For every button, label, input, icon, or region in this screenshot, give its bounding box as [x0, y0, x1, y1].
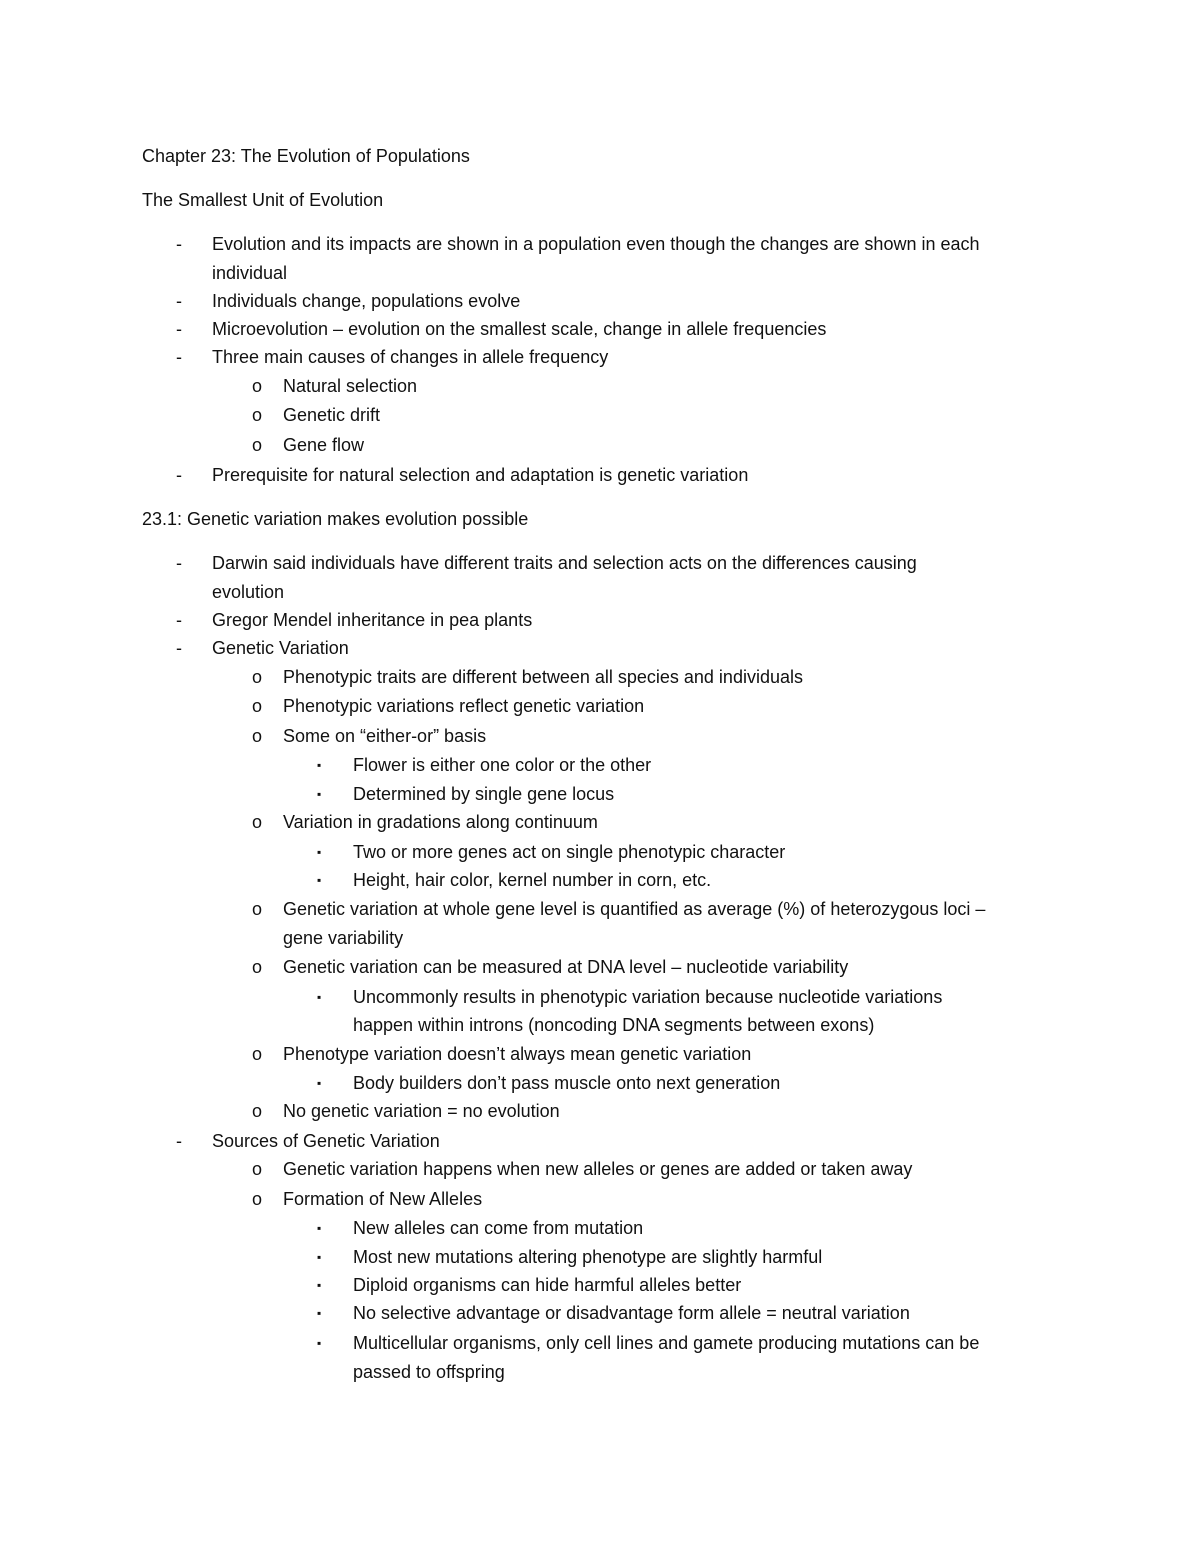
sub-sub-list-item: [0, 1246, 1200, 1268]
sub-list-item-text: Natural selection: [283, 376, 418, 396]
square-bullet: ▪: [317, 1250, 322, 1264]
list-item-text: Sources of Genetic Variation: [212, 1131, 440, 1151]
sub-sub-list-item: [0, 1072, 1200, 1094]
sub-sub-list-item-text: passed to offspring: [353, 1362, 505, 1382]
sub-sub-list-item-text: Body builders don’t pass muscle onto next generation: [353, 1073, 781, 1093]
sub-sub-list-item: [0, 783, 1200, 805]
square-bullet: ▪: [317, 787, 322, 801]
circle-bullet: o: [252, 435, 263, 455]
sub-list-item-text: Some on “either-or” basis: [283, 726, 487, 746]
sub-sub-list-item-continuation: [0, 1361, 1200, 1383]
list-item-text: individual: [212, 263, 288, 283]
circle-bullet: o: [252, 696, 263, 716]
square-bullet: ▪: [317, 758, 322, 772]
sub-list-item: [0, 811, 1200, 833]
sub-list-item-text: Variation in gradations along continuum: [283, 812, 598, 832]
sub-sub-list-item-text: Height, hair color, kernel number in corn, etc.: [353, 870, 712, 890]
sub-sub-list-item: [0, 1332, 1200, 1354]
circle-bullet: o: [252, 1044, 263, 1064]
dash-bullet: -: [176, 234, 182, 254]
sub-sub-list-item: [0, 1302, 1200, 1324]
sub-sub-list-item-text: New alleles can come from mutation: [353, 1218, 644, 1238]
list-item: [0, 637, 1200, 659]
list-item: [0, 1130, 1200, 1152]
circle-bullet: o: [252, 1159, 263, 1179]
dash-bullet: -: [176, 610, 182, 630]
list-item-continuation: [0, 581, 1200, 603]
dash-bullet: -: [176, 553, 182, 573]
sub-sub-list-item: [0, 986, 1200, 1008]
list-item: [0, 552, 1200, 574]
section-title-smallest-unit: The Smallest Unit of Evolution: [142, 190, 384, 210]
sub-sub-list-item-continuation: [0, 1014, 1200, 1036]
dash-bullet: -: [176, 319, 182, 339]
sub-list-item-text: Phenotypic traits are different between all species and individuals: [283, 667, 803, 687]
sub-list-item: [0, 1043, 1200, 1065]
list-item-text: Microevolution – evolution on the smallest scale, change in allele frequencies: [212, 319, 827, 339]
list-item-text: Evolution and its impacts are shown in a population even though the changes are shown in each: [212, 234, 980, 254]
dash-bullet: -: [176, 291, 182, 311]
sub-sub-list-item: [0, 1274, 1200, 1296]
circle-bullet: o: [252, 726, 263, 746]
sub-list-item-text: Phenotype variation doesn’t always mean genetic variation: [283, 1044, 752, 1064]
list-item-text: evolution: [212, 582, 285, 602]
circle-bullet: o: [252, 1189, 263, 1209]
sub-list-item-text: Genetic variation at whole gene level is quantified as average (%) of heterozygous loci –: [283, 899, 986, 919]
sub-list-item-text: gene variability: [283, 928, 404, 948]
list-item-continuation: [0, 262, 1200, 284]
sub-sub-list-item-text: Diploid organisms can hide harmful alleles better: [353, 1275, 742, 1295]
square-bullet: ▪: [317, 990, 322, 1004]
circle-bullet: o: [252, 405, 263, 425]
list-item: [0, 464, 1200, 486]
sub-sub-list-item-text: Multicellular organisms, only cell lines and gamete producing mutations can be: [353, 1333, 980, 1353]
dash-bullet: -: [176, 347, 182, 367]
section-title-genetic-variation: 23.1: Genetic variation makes evolution possible: [142, 509, 529, 529]
sub-sub-list-item-text: Uncommonly results in phenotypic variation because nucleotide variations: [353, 987, 943, 1007]
sub-sub-list-item-text: Flower is either one color or the other: [353, 755, 652, 775]
dash-bullet: -: [176, 1131, 182, 1151]
circle-bullet: o: [252, 1101, 263, 1121]
sub-sub-list-item-text: No selective advantage or disadvantage form allele = neutral variation: [353, 1303, 910, 1323]
list-item: [0, 346, 1200, 368]
sub-sub-list-item-text: happen within introns (noncoding DNA segments between exons): [353, 1015, 875, 1035]
square-bullet: ▪: [317, 1221, 322, 1235]
sub-list-item-text: Gene flow: [283, 435, 365, 455]
circle-bullet: o: [252, 957, 263, 977]
list-item-text: Gregor Mendel inheritance in pea plants: [212, 610, 533, 630]
sub-list-item-text: Genetic variation happens when new alleles or genes are added or taken away: [283, 1159, 913, 1179]
sub-sub-list-item: [0, 754, 1200, 776]
sub-list-item: [0, 725, 1200, 747]
sub-list-item: [0, 434, 1200, 456]
list-item-text: Genetic Variation: [212, 638, 349, 658]
sub-sub-list-item: [0, 869, 1200, 891]
circle-bullet: o: [252, 812, 263, 832]
sub-list-item-text: No genetic variation = no evolution: [283, 1101, 560, 1121]
sub-list-item: [0, 375, 1200, 397]
list-item: [0, 609, 1200, 631]
sub-list-item-text: Formation of New Alleles: [283, 1189, 483, 1209]
square-bullet: ▪: [317, 873, 322, 887]
list-item-text: Darwin said individuals have different traits and selection acts on the differences causing: [212, 553, 917, 573]
square-bullet: ▪: [317, 1336, 322, 1350]
circle-bullet: o: [252, 899, 263, 919]
sub-list-item: [0, 956, 1200, 978]
sub-sub-list-item-text: Two or more genes act on single phenotypic character: [353, 842, 786, 862]
sub-list-item: [0, 1100, 1200, 1122]
sub-list-item: [0, 1188, 1200, 1210]
circle-bullet: o: [252, 376, 263, 396]
chapter-title: Chapter 23: The Evolution of Populations: [142, 146, 470, 166]
sub-sub-list-item-text: Most new mutations altering phenotype are slightly harmful: [353, 1247, 823, 1267]
sub-list-item-text: Genetic drift: [283, 405, 381, 425]
list-item-text: Three main causes of changes in allele frequency: [212, 347, 609, 367]
sub-list-item: [0, 404, 1200, 426]
sub-list-item: [0, 666, 1200, 688]
sub-list-item-text: Genetic variation can be measured at DNA level – nucleotide variability: [283, 957, 849, 977]
sub-list-item-continuation: [0, 927, 1200, 949]
dash-bullet: -: [176, 465, 182, 485]
square-bullet: ▪: [317, 1076, 322, 1090]
list-item-text: Individuals change, populations evolve: [212, 291, 521, 311]
list-item: [0, 318, 1200, 340]
square-bullet: ▪: [317, 1278, 322, 1292]
sub-list-item-text: Phenotypic variations reflect genetic variation: [283, 696, 645, 716]
square-bullet: ▪: [317, 845, 322, 859]
dash-bullet: -: [176, 638, 182, 658]
circle-bullet: o: [252, 667, 263, 687]
sub-sub-list-item: [0, 841, 1200, 863]
sub-list-item: [0, 898, 1200, 920]
sub-sub-list-item-text: Determined by single gene locus: [353, 784, 615, 804]
sub-list-item: [0, 1158, 1200, 1180]
sub-list-item: [0, 695, 1200, 717]
sub-sub-list-item: [0, 1217, 1200, 1239]
list-item-text: Prerequisite for natural selection and adaptation is genetic variation: [212, 465, 749, 485]
list-item: [0, 233, 1200, 255]
square-bullet: ▪: [317, 1306, 322, 1320]
list-item: [0, 290, 1200, 312]
